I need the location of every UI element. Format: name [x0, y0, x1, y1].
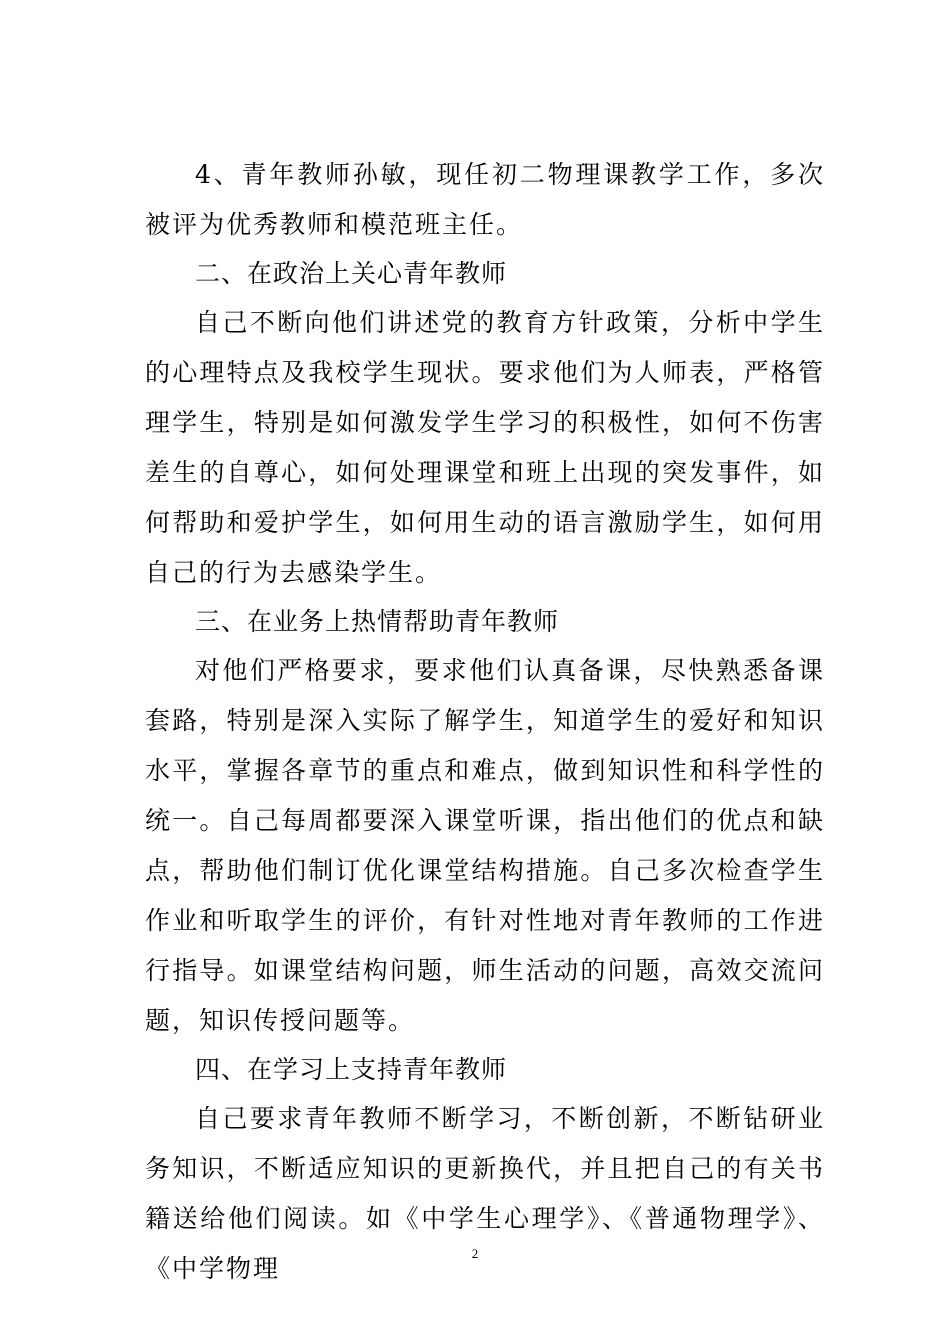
page-number: 2 [471, 1246, 479, 1261]
paragraph-professional-help: 对他们严格要求，要求他们认真备课，尽快熟悉备课套路，特别是深入实际了解学生，知道学生的爱好和知识水平，掌握各章节的重点和难点，做到知识性和科学性的统一。自己每周都要深入课堂听课，指出他们的优点和缺点，帮助他们制订优化课堂结构措施。自己多次检查学生作业和听取学生的评价，有针对性地对青年教师的工作进行指导。如课堂结构问题，师生活动的问题，高效交流问题，知识传授问题等。 [145, 656, 825, 1035]
paragraph-political-care: 自己不断向他们讲述党的教育方针政策，分析中学生的心理特点及我校学生现状。要求他们为人师表，严格管理学生，特别是如何激发学生学习的积极性，如何不伤害差生的自尊心，如何处理课堂和班上出现的突发事件，如何帮助和爱护学生，如何用生动的语言激励学生，如何用自己的行为去感染学生。 [145, 308, 825, 587]
heading-learning-support: 四、在学习上支持青年教师 [195, 1055, 508, 1084]
heading-political-care: 二、在政治上关心青年教师 [195, 259, 508, 288]
paragraph-teacher-sun-min: 4、青年教师孙敏，现任初二物理课教学工作，多次被评为优秀教师和模范班主任。 [145, 160, 825, 239]
document-body [145, 150, 825, 1294]
heading-professional-help: 三、在业务上热情帮助青年教师 [195, 607, 560, 636]
paragraph-learning-support: 自己要求青年教师不断学习，不断创新，不断钻研业务知识，不断适应知识的更新换代，并且把自己的有关书籍送给他们阅读。如《中学生心理学》、《普通物理学》、《中学物理 [145, 1104, 825, 1283]
